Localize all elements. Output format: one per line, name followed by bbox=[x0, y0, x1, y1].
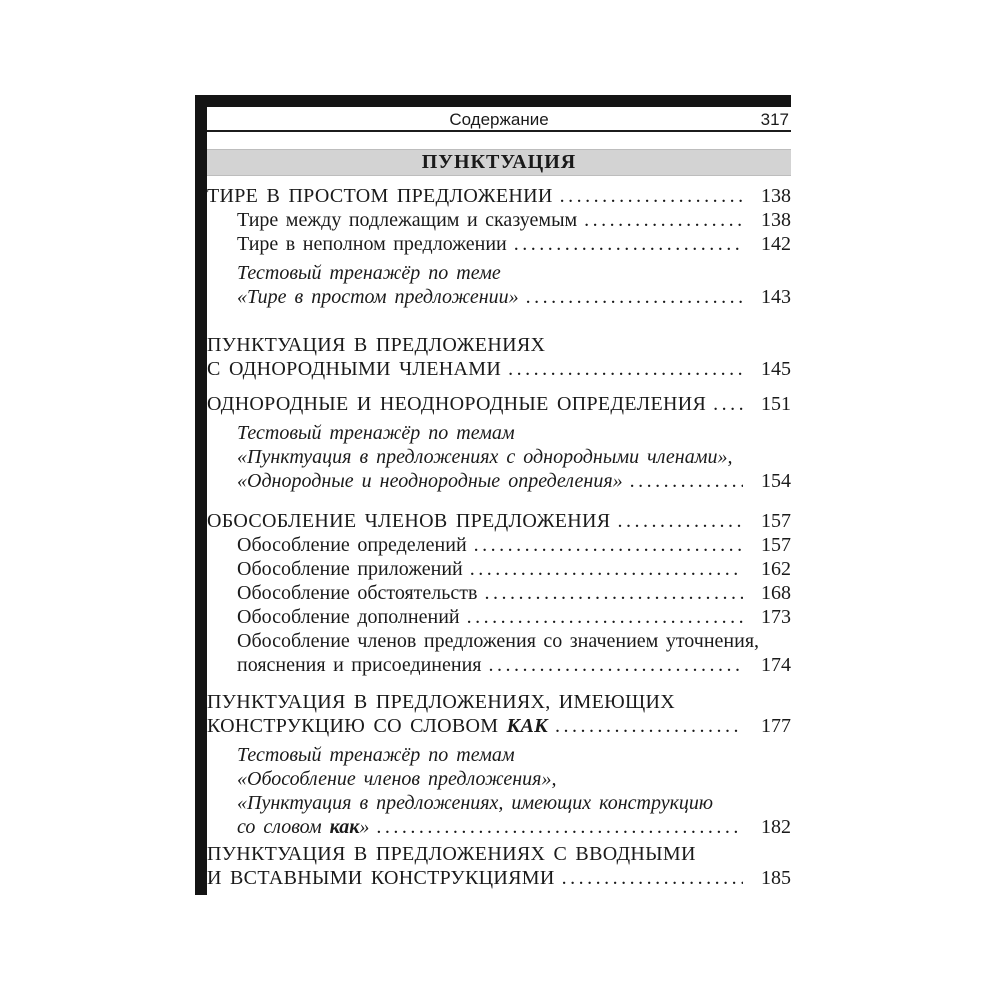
toc-entry bbox=[207, 208, 791, 232]
toc-title-text: Тире в неполном предложении bbox=[237, 233, 507, 255]
toc-title-text: Тестовый тренажёр по темам bbox=[237, 422, 515, 444]
toc-page-number: 185 bbox=[761, 867, 791, 889]
toc-title-text: пояснения и присоединения bbox=[237, 654, 482, 676]
toc-title bbox=[207, 714, 548, 738]
toc-title-text: » bbox=[359, 816, 370, 838]
toc-line bbox=[207, 421, 791, 445]
toc-line bbox=[207, 767, 791, 791]
toc-entry bbox=[207, 509, 791, 533]
toc-line bbox=[207, 469, 791, 493]
toc-page-number: 177 bbox=[761, 715, 791, 737]
toc-page-number: 173 bbox=[761, 606, 791, 628]
toc-title-text: Обособление приложений bbox=[237, 558, 463, 580]
toc-line bbox=[207, 842, 791, 866]
toc-entry bbox=[207, 232, 791, 256]
toc-title bbox=[207, 357, 501, 381]
toc-title bbox=[237, 261, 501, 285]
toc-line bbox=[207, 533, 791, 557]
toc-line bbox=[207, 557, 791, 581]
toc-title bbox=[207, 392, 706, 416]
toc-entry bbox=[207, 184, 791, 208]
toc-entry bbox=[207, 392, 791, 416]
toc-title bbox=[237, 581, 477, 605]
dot-leader bbox=[713, 392, 743, 416]
toc-line bbox=[207, 184, 791, 208]
toc-line bbox=[207, 208, 791, 232]
toc-title bbox=[237, 791, 713, 815]
toc-page-number: 142 bbox=[761, 233, 791, 255]
toc-title-text: ТИРЕ В ПРОСТОМ ПРЕДЛОЖЕНИИ bbox=[207, 185, 553, 207]
toc-page-number: 154 bbox=[761, 470, 791, 492]
toc-title-emphasis: как bbox=[329, 816, 360, 838]
toc-title bbox=[237, 605, 460, 629]
toc-title-text: Тире между подлежащим и сказуемым bbox=[237, 209, 578, 231]
toc-line bbox=[207, 815, 791, 839]
dot-leader bbox=[562, 866, 743, 890]
toc-entry bbox=[207, 842, 791, 890]
toc-title bbox=[207, 866, 555, 890]
toc-title-text: «Тире в простом предложении» bbox=[237, 286, 519, 308]
toc-title-text: С ОДНОРОДНЫМИ ЧЛЕНАМИ bbox=[207, 358, 502, 380]
toc-title-text: Обособление членов предложения со значением уточнения, bbox=[237, 630, 760, 652]
toc-line bbox=[207, 866, 791, 890]
dot-leader bbox=[617, 509, 743, 533]
toc-page-number: 145 bbox=[761, 358, 791, 380]
dot-leader bbox=[555, 714, 743, 738]
toc-title bbox=[237, 743, 515, 767]
toc-line bbox=[207, 232, 791, 256]
toc-title bbox=[237, 285, 519, 309]
toc-title-text: «Пунктуация в предложениях с однородными членами», bbox=[237, 446, 733, 468]
dot-leader bbox=[508, 357, 743, 381]
dot-leader bbox=[470, 557, 743, 581]
toc-title bbox=[237, 232, 507, 256]
dot-leader bbox=[489, 653, 744, 677]
toc-entry bbox=[207, 333, 791, 381]
dot-leader bbox=[584, 208, 743, 232]
toc-title bbox=[237, 653, 482, 677]
toc-title-text: ОБОСОБЛЕНИЕ ЧЛЕНОВ ПРЕДЛОЖЕНИЯ bbox=[207, 510, 611, 532]
toc-entry bbox=[207, 533, 791, 557]
toc-title bbox=[237, 533, 467, 557]
toc-title-text: Тестовый тренажёр по темам bbox=[237, 744, 515, 766]
toc-title-text: ПУНКТУАЦИЯ В ПРЕДЛОЖЕНИЯХ С ВВОДНЫМИ bbox=[207, 843, 696, 865]
toc-line bbox=[207, 357, 791, 381]
toc-entry bbox=[207, 743, 791, 839]
toc-title-text: со словом bbox=[237, 816, 330, 838]
toc-page-number: 168 bbox=[761, 582, 791, 604]
toc-line bbox=[207, 629, 791, 653]
toc-title bbox=[207, 184, 553, 208]
toc-line bbox=[207, 743, 791, 767]
toc-list bbox=[207, 184, 791, 890]
toc-page-number: 182 bbox=[761, 816, 791, 838]
toc-title-text: Обособление дополнений bbox=[237, 606, 460, 628]
toc-title bbox=[237, 767, 556, 791]
toc-title-text: «Однородные и неоднородные определения» bbox=[237, 470, 623, 492]
toc-title-text: Обособление определений bbox=[237, 534, 467, 556]
toc-title bbox=[237, 445, 732, 469]
toc-title-text: ОДНОРОДНЫЕ И НЕОДНОРОДНЫЕ ОПРЕДЕЛЕНИЯ bbox=[207, 393, 707, 415]
toc-line bbox=[207, 445, 791, 469]
running-header bbox=[207, 107, 791, 132]
toc-title-text: Тестовый тренажёр по теме bbox=[237, 262, 501, 284]
toc-page-number: 151 bbox=[761, 393, 791, 415]
toc-entry bbox=[207, 421, 791, 493]
toc-title bbox=[207, 842, 696, 866]
toc-title-text: ПУНКТУАЦИЯ В ПРЕДЛОЖЕНИЯХ bbox=[207, 334, 546, 356]
toc-entry bbox=[207, 629, 791, 677]
toc-title bbox=[207, 690, 675, 714]
toc-title bbox=[237, 421, 515, 445]
toc-entry bbox=[207, 557, 791, 581]
toc-title-emphasis: КАК bbox=[506, 715, 549, 737]
toc-line bbox=[207, 690, 791, 714]
toc-line bbox=[207, 714, 791, 738]
toc-page-number: 138 bbox=[761, 209, 791, 231]
dot-leader bbox=[560, 184, 743, 208]
toc-entry bbox=[207, 605, 791, 629]
toc-title-text: «Обособление членов предложения», bbox=[237, 768, 557, 790]
toc-title bbox=[237, 469, 623, 493]
toc-entry bbox=[207, 690, 791, 738]
section-banner: ПУНКТУАЦИЯ bbox=[207, 149, 791, 176]
toc-page-number: 143 bbox=[761, 286, 791, 308]
dot-leader bbox=[484, 581, 743, 605]
toc-page-number: 174 bbox=[761, 654, 791, 676]
toc-entry bbox=[207, 581, 791, 605]
dot-leader bbox=[514, 232, 743, 256]
toc-line bbox=[207, 392, 791, 416]
running-header-page-number: 317 bbox=[760, 110, 789, 129]
toc-title-text: ПУНКТУАЦИЯ В ПРЕДЛОЖЕНИЯХ, ИМЕЮЩИХ bbox=[207, 691, 675, 713]
page-content bbox=[207, 107, 791, 890]
toc-line bbox=[207, 653, 791, 677]
toc-title bbox=[237, 557, 463, 581]
toc-page-number: 157 bbox=[761, 534, 791, 556]
dot-leader bbox=[526, 285, 743, 309]
toc-title bbox=[237, 629, 759, 653]
dot-leader bbox=[376, 815, 743, 839]
toc-line bbox=[207, 285, 791, 309]
toc-page-number: 138 bbox=[761, 185, 791, 207]
toc-title-text: И ВСТАВНЫМИ КОНСТРУКЦИЯМИ bbox=[207, 867, 555, 889]
toc-title-text: «Пунктуация в предложениях, имеющих конструкцию bbox=[237, 792, 714, 814]
toc-line bbox=[207, 605, 791, 629]
toc-line bbox=[207, 791, 791, 815]
running-header-title: Содержание bbox=[449, 110, 549, 129]
toc-page-number: 162 bbox=[761, 558, 791, 580]
toc-line bbox=[207, 333, 791, 357]
toc-title-text: КОНСТРУКЦИЮ СО СЛОВОМ bbox=[207, 715, 507, 737]
toc-page-number: 157 bbox=[761, 510, 791, 532]
toc-title bbox=[237, 208, 577, 232]
toc-title bbox=[207, 333, 545, 357]
scanned-book-page bbox=[195, 95, 791, 895]
toc-title-text: Обособление обстоятельств bbox=[237, 582, 478, 604]
toc-line bbox=[207, 581, 791, 605]
dot-leader bbox=[474, 533, 743, 557]
toc-title bbox=[237, 815, 369, 839]
toc-title bbox=[207, 509, 610, 533]
dot-leader bbox=[630, 469, 743, 493]
toc-line bbox=[207, 509, 791, 533]
dot-leader bbox=[467, 605, 743, 629]
toc-entry bbox=[207, 261, 791, 309]
toc-line bbox=[207, 261, 791, 285]
